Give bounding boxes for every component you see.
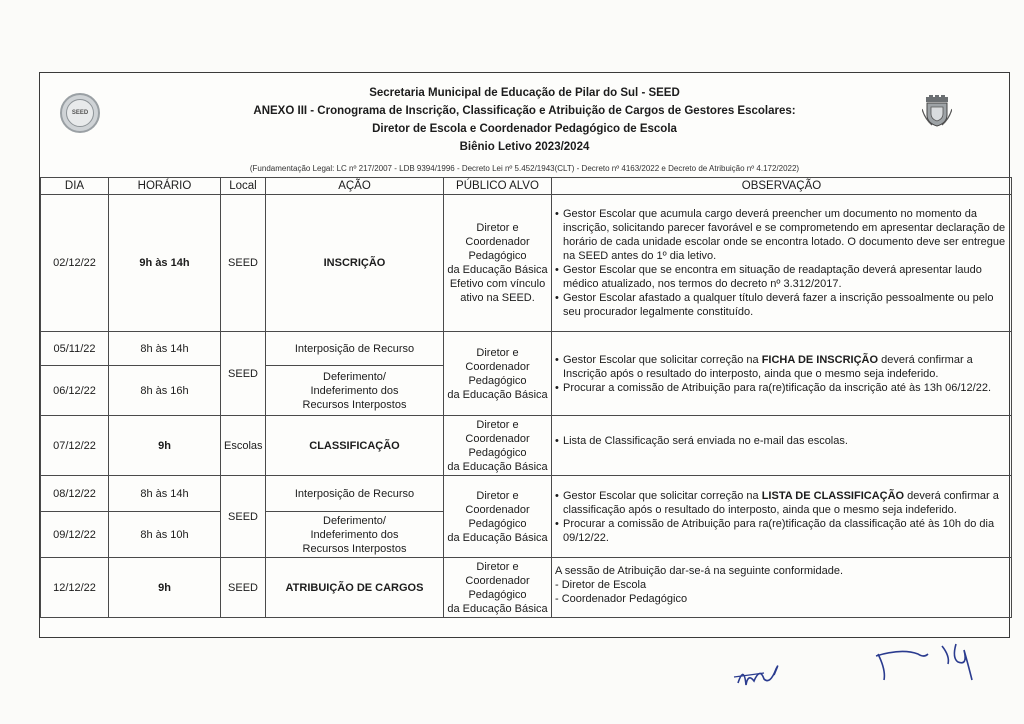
list-item — [555, 263, 1008, 291]
table-row — [41, 558, 1012, 618]
col-acao: AÇÃO — [266, 178, 444, 195]
obs-text-emphasis: LISTA DE CLASSIFICAÇÃO — [761, 489, 905, 502]
publico-line: da Educação Básica — [447, 388, 548, 401]
bullet-icon: • — [555, 264, 559, 276]
publico-line: Pedagógico — [468, 517, 527, 530]
list-item — [555, 291, 1008, 319]
cell-dia: 07/12/22 — [41, 416, 109, 476]
col-dia: DIA — [41, 178, 109, 195]
obs-text: Procurar a comissão de Atribuição para ra(re)tificação da classificação até às 10h do dia 09/12/22. — [563, 517, 995, 544]
cell-acao: Interposição de Recurso — [266, 476, 444, 512]
cell-acao: Interposição de Recurso — [266, 332, 444, 366]
cell-horario: 9h — [109, 558, 221, 618]
cell-publico — [444, 195, 552, 332]
acao-line: Indeferimento dos — [310, 384, 399, 397]
cell-publico — [444, 416, 552, 476]
obs-text — [563, 353, 1008, 381]
cell-publico — [444, 476, 552, 558]
publico-line: da Educação Básica — [447, 460, 548, 473]
col-observacao: OBSERVAÇÃO — [552, 178, 1012, 195]
publico-line: Diretor e — [476, 560, 519, 573]
acao-line: Deferimento/ — [323, 370, 386, 383]
document-header — [40, 73, 1009, 177]
acao-line: Recursos Interpostos — [302, 542, 407, 555]
obs-text-part: deverá confirmar a classificação após o resultado do interposto, ainda que o mesmo seja indeferido. — [563, 489, 999, 516]
cell-dia: 12/12/22 — [41, 558, 109, 618]
cell-dia: 05/11/22 — [41, 332, 109, 366]
cell-acao: CLASSIFICAÇÃO — [266, 416, 444, 476]
obs-text: Lista de Classificação será enviada no e-mail das escolas. — [563, 435, 848, 447]
publico-line: Pedagógico — [468, 588, 527, 601]
obs-text-part: Gestor Escolar que solicitar correção na — [563, 353, 762, 366]
bullet-icon: • — [555, 381, 559, 394]
publico-line: Pedagógico — [468, 446, 527, 459]
bullet-icon: • — [555, 517, 559, 530]
header-anexo: ANEXO III - Cronograma de Inscrição, Classificação e Atribuição de Cargos de Gestores Escolares: — [253, 105, 796, 117]
cell-local: SEED — [221, 476, 266, 558]
cell-acao: ATRIBUIÇÃO DE CARGOS — [266, 558, 444, 618]
obs-text: Gestor Escolar afastado a qualquer título deverá fazer a inscrição pessoalmente ou pelo seu procurador legalmente constituído. — [563, 292, 994, 318]
publico-line: ativo na SEED. — [460, 292, 535, 304]
cell-observacao — [552, 332, 1012, 416]
list-item — [555, 353, 1008, 381]
col-local: Local — [221, 178, 266, 195]
header-bienio: Biênio Letivo 2023/2024 — [459, 141, 590, 153]
header-cargos: Diretor de Escola e Coordenador Pedagógico de Escola — [372, 123, 677, 135]
cell-local: SEED — [221, 332, 266, 416]
table-row — [41, 195, 1012, 332]
cell-observacao — [552, 195, 1012, 332]
acao-line: Deferimento/ — [323, 514, 386, 527]
cell-local: SEED — [221, 195, 266, 332]
obs-text: - Diretor de Escola — [555, 579, 647, 591]
publico-line: da Educação Básica — [447, 602, 548, 615]
list-item — [555, 489, 1008, 517]
cell-observacao — [552, 476, 1012, 558]
signature-initials-icon — [730, 655, 790, 695]
bullet-icon: • — [555, 435, 559, 447]
cell-dia: 02/12/22 — [41, 195, 109, 332]
cell-acao — [266, 512, 444, 558]
cell-horario: 8h às 16h — [109, 366, 221, 416]
publico-line: Efetivo com vínculo — [449, 278, 546, 290]
cell-acao — [266, 366, 444, 416]
bullet-icon: • — [555, 489, 559, 502]
bullet-icon: • — [555, 208, 559, 220]
seed-logo-label: SEED — [66, 99, 94, 127]
publico-line: da Educação Básica — [447, 531, 548, 544]
schedule-table — [40, 177, 1012, 618]
bullet-icon: • — [555, 353, 559, 366]
obs-text-part: Gestor Escolar que solicitar correção na — [563, 489, 762, 502]
acao-line: Indeferimento dos — [310, 528, 399, 541]
document-page — [39, 72, 1010, 638]
publico-line: Pedagógico — [468, 250, 527, 262]
col-publico-alvo: PÚBLICO ALVO — [444, 178, 552, 195]
bullet-icon: • — [555, 292, 559, 304]
cell-horario: 9h — [109, 416, 221, 476]
obs-text: Gestor Escolar que se encontra em situação de readaptação deverá apresentar laudo médico atualizado, nos termos do decreto nº 3.312/2017. — [563, 264, 982, 290]
table-row — [41, 332, 1012, 366]
cell-local: SEED — [221, 558, 266, 618]
publico-line: Diretor e — [476, 418, 519, 431]
header-secretaria: Secretaria Municipal de Educação de Pilar do Sul - SEED — [369, 87, 680, 99]
cell-dia: 09/12/22 — [41, 512, 109, 558]
list-item — [555, 517, 1008, 545]
cell-horario: 9h às 14h — [109, 195, 221, 332]
cell-dia: 06/12/22 — [41, 366, 109, 416]
obs-text-part: deverá confirmar a Inscrição após o resultado do interposto, ainda que o mesmo seja indeferido. — [563, 353, 973, 380]
table-header-row — [41, 178, 1012, 195]
publico-line: Diretor e — [476, 222, 519, 234]
publico-line: Diretor e — [476, 489, 519, 502]
cell-publico — [444, 558, 552, 618]
publico-line: Coordenador — [465, 236, 530, 248]
header-legal-basis: (Fundamentação Legal: LC nº 217/2007 - LDB 9394/1996 - Decreto Lei nº 5.452/1943(CLT) - Decreto nº 4163/2022 e Decreto de Atribuição nº 4.172/2022) — [249, 164, 800, 173]
cell-acao: INSCRIÇÃO — [266, 195, 444, 332]
table-row — [41, 476, 1012, 512]
publico-line: Pedagógico — [468, 374, 527, 387]
table-row — [41, 416, 1012, 476]
cell-local: Escolas — [221, 416, 266, 476]
obs-text: A sessão de Atribuição dar-se-á na seguinte conformidade. — [555, 565, 844, 577]
list-item — [555, 381, 1008, 395]
col-horario: HORÁRIO — [109, 178, 221, 195]
obs-text: Procurar a comissão de Atribuição para ra(re)tificação da inscrição até às 13h 06/12/22. — [563, 381, 992, 394]
signature-icon — [872, 636, 982, 686]
obs-text — [563, 489, 1008, 517]
publico-line: Coordenador — [465, 432, 530, 445]
cell-horario: 8h às 14h — [109, 476, 221, 512]
publico-line: Coordenador — [465, 503, 530, 516]
publico-line: da Educação Básica — [447, 264, 548, 276]
publico-line: Coordenador — [465, 360, 530, 373]
cell-observacao — [552, 558, 1012, 618]
publico-line: Diretor e — [476, 346, 519, 359]
acao-line: Recursos Interpostos — [302, 398, 407, 411]
list-item — [555, 434, 1008, 448]
cell-horario: 8h às 14h — [109, 332, 221, 366]
obs-text: Gestor Escolar que acumula cargo deverá preencher um documento no momento da inscrição, solicitando parecer favorável e se comprometendo em apresentar declaração de horário de cada unidade escolar onde se encontra lotado. O documento deve ser entregue na SEED antes do 1º dia letivo. — [563, 208, 1006, 262]
publico-line: Coordenador — [465, 574, 530, 587]
cell-publico — [444, 332, 552, 416]
obs-text-emphasis: FICHA DE INSCRIÇÃO — [761, 353, 879, 366]
obs-text: - Coordenador Pedagógico — [555, 593, 688, 605]
cell-dia: 08/12/22 — [41, 476, 109, 512]
cell-horario: 8h às 10h — [109, 512, 221, 558]
list-item — [555, 207, 1008, 263]
cell-observacao — [552, 416, 1012, 476]
